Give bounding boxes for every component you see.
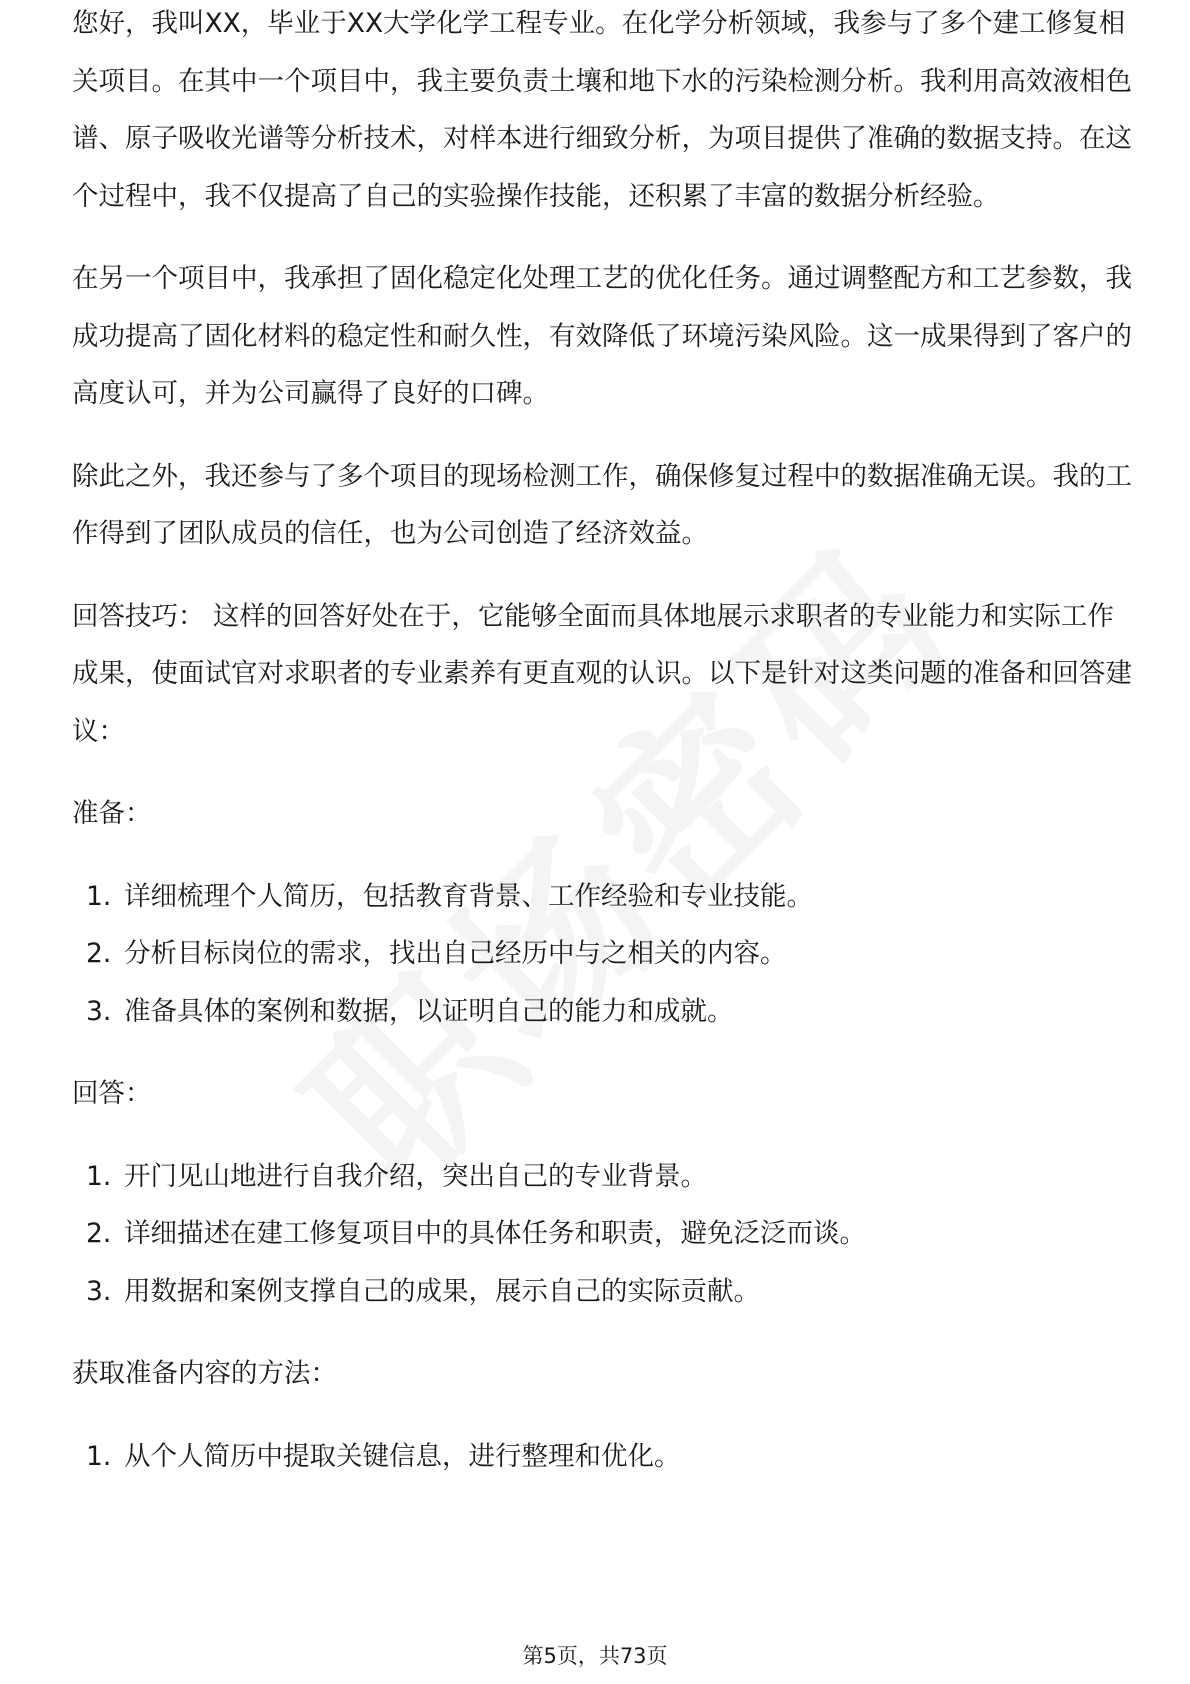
list-item-number: 3. <box>86 995 112 1027</box>
list-item <box>86 925 1132 983</box>
list-item-text: 开门见山地进行自我介绍，突出自己的专业背景。 <box>124 1160 707 1192</box>
list-item-text: 准备具体的案例和数据，以证明自己的能力和成就。 <box>124 995 734 1027</box>
list-item-number: 3. <box>86 1275 112 1307</box>
list-item-text: 详细梳理个人简历，包括教育背景、工作经验和专业技能。 <box>124 880 813 912</box>
page-number: 第5页，共73页 <box>522 1644 668 1668</box>
list-item-number: 2. <box>86 938 112 969</box>
list-item <box>86 1263 1132 1321</box>
list-item-number: 1. <box>86 880 112 912</box>
list-item <box>86 983 1132 1041</box>
list-item <box>86 1205 1132 1263</box>
list-item <box>86 1148 1132 1206</box>
list-item-number: 1. <box>86 1440 112 1472</box>
list-item-text: 用数据和案例支撑自己的成果，展示自己的实际贡献。 <box>124 1275 760 1307</box>
list-item <box>86 868 1132 926</box>
list-item <box>86 1428 1132 1486</box>
answer-list <box>72 1148 1132 1321</box>
paragraph-project-two: 在另一个项目中，我承担了固化稳定化处理工艺的优化任务。通过调整配方和工艺参数，我成功提高了固化材料的稳定性和耐久性，有效降低了环境污染风险。这一成果得到了客户的高度认可，并为公司赢得了良好的口碑。 <box>72 263 1132 409</box>
method-list <box>72 1428 1132 1486</box>
paragraph-field-work: 除此之外，我还参与了多个项目的现场检测工作，确保修复过程中的数据准确无误。我的工作得到了团队成员的信任，也为公司创造了经济效益。 <box>72 460 1132 549</box>
list-item-text: 分析目标岗位的需求，找出自己经历中与之相关的内容。 <box>124 938 787 969</box>
document-body <box>72 8 1132 1510</box>
list-item-number: 1. <box>86 1160 112 1192</box>
method-heading: 获取准备内容的方法： <box>72 1358 337 1389</box>
paragraph-answer-tips: 回答技巧： 这样的回答好处在于，它能够全面而具体地展示求职者的专业能力和实际工作成果，使面试官对求职者的专业素养有更直观的认识。以下是针对这类问题的准备和回答建议： <box>72 600 1132 747</box>
list-item-text: 详细描述在建工修复项目中的具体任务和职责，避免泛泛而谈。 <box>124 1218 866 1249</box>
paragraph-intro: 您好，我叫XX，毕业于XX大学化学工程专业。在化学分析领域，我参与了多个建工修复相关项目。在其中一个项目中，我主要负责土壤和地下水的污染检测分析。我利用高效液相色谱、原子吸收光谱等分析技术，对样本进行细致分析，为项目提供了准确的数据支持。在这个过程中，我不仅提高了自己的实验操作技能，还积累了丰富的数据分析经验。 <box>72 8 1132 212</box>
prep-heading: 准备： <box>72 798 152 829</box>
list-item-text: 从个人简历中提取关键信息，进行整理和优化。 <box>124 1440 681 1472</box>
list-item-number: 2. <box>86 1218 112 1249</box>
prep-list <box>72 868 1132 1041</box>
answer-heading: 回答： <box>72 1078 152 1109</box>
